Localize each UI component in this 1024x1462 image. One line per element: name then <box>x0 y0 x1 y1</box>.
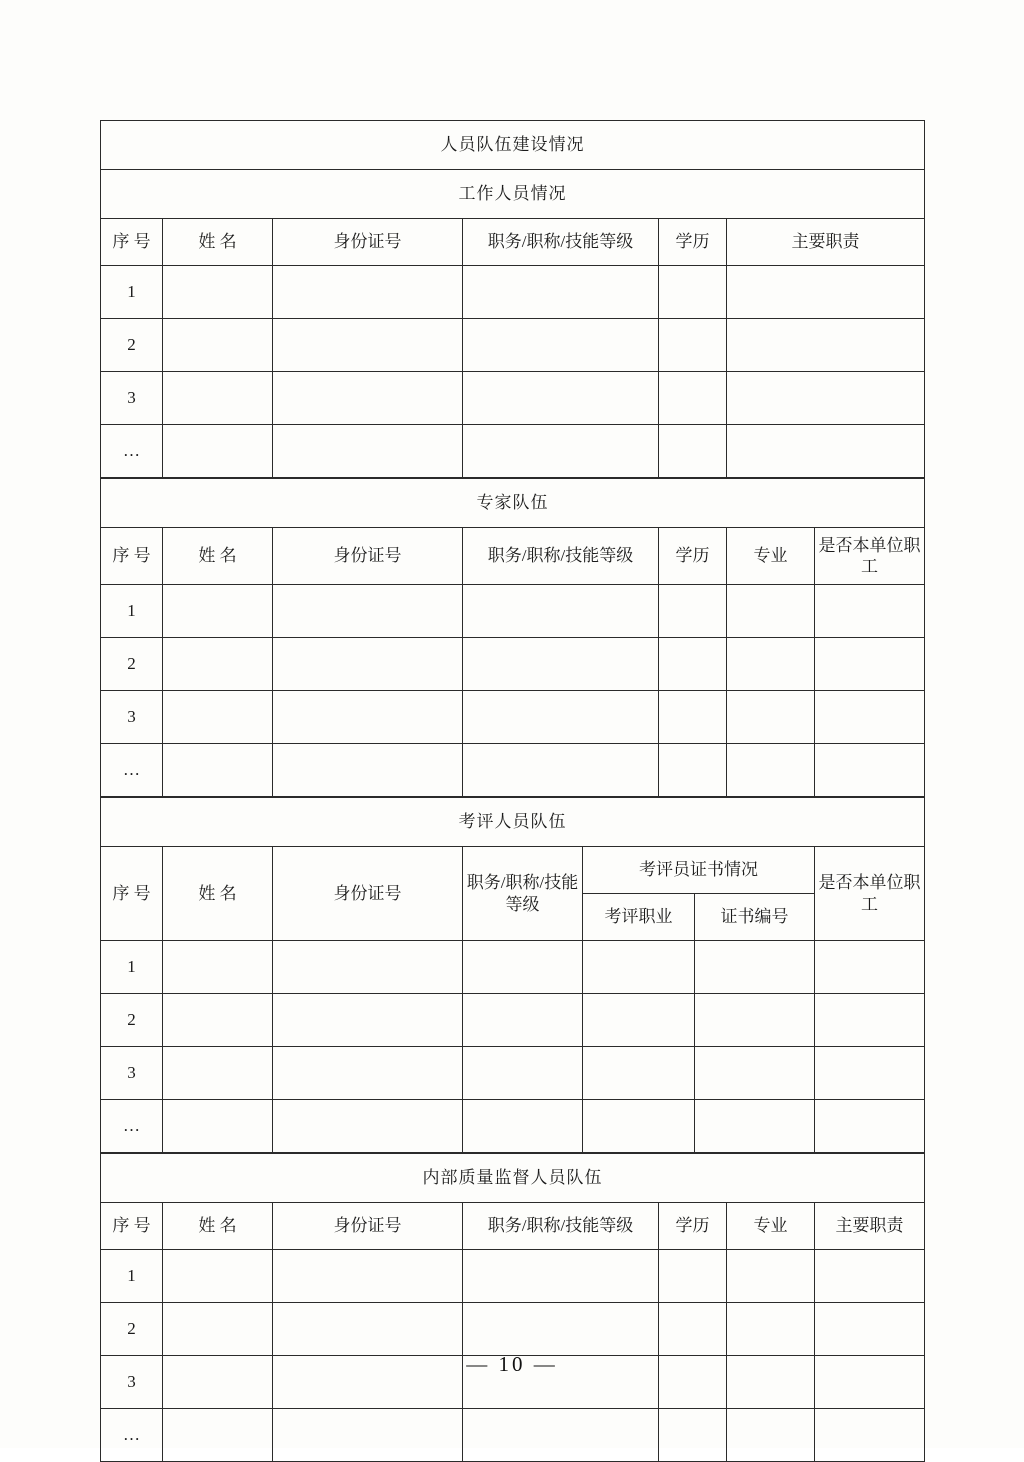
table-experts <box>100 478 925 797</box>
cell-position[interactable] <box>463 744 659 797</box>
col-name: 姓 名 <box>163 847 273 941</box>
cell-education[interactable] <box>659 744 727 797</box>
cell-major[interactable] <box>727 691 815 744</box>
row-index: 2 <box>101 1303 163 1356</box>
cell-name[interactable] <box>163 1100 273 1153</box>
cell-position[interactable] <box>463 1409 659 1462</box>
section-band-quality: 内部质量监督人员队伍 <box>101 1154 925 1203</box>
table-row <box>101 1303 925 1356</box>
cell-position[interactable] <box>463 266 659 319</box>
row-index: … <box>101 1409 163 1462</box>
col-major: 专业 <box>727 1203 815 1250</box>
cell-position[interactable] <box>463 425 659 478</box>
cell-certificate-number[interactable] <box>695 994 815 1047</box>
col-assess-occupation: 考评职业 <box>583 894 695 941</box>
cell-major[interactable] <box>727 1303 815 1356</box>
cell-id-number[interactable] <box>273 1303 463 1356</box>
table-row <box>101 425 925 478</box>
table-staff <box>100 120 925 478</box>
cell-duty[interactable] <box>727 266 925 319</box>
col-name: 姓 名 <box>163 219 273 266</box>
cell-certificate-number[interactable] <box>695 941 815 994</box>
cell-id-number[interactable] <box>273 1100 463 1153</box>
table-row <box>101 638 925 691</box>
cell-education[interactable] <box>659 1250 727 1303</box>
cell-duty[interactable] <box>815 1409 925 1462</box>
cell-education[interactable] <box>659 372 727 425</box>
cell-assess-occupation[interactable] <box>583 941 695 994</box>
cell-position[interactable] <box>463 319 659 372</box>
cell-education[interactable] <box>659 585 727 638</box>
cell-is-internal-staff[interactable] <box>815 638 925 691</box>
table-row <box>101 266 925 319</box>
col-position: 职务/职称/技能等级 <box>463 1203 659 1250</box>
cell-position[interactable] <box>463 941 583 994</box>
cell-is-internal-staff[interactable] <box>815 1100 925 1153</box>
section-band-row <box>101 479 925 528</box>
cell-major[interactable] <box>727 585 815 638</box>
form-sheet <box>100 120 924 1462</box>
cell-assess-occupation[interactable] <box>583 1047 695 1100</box>
cell-id-number[interactable] <box>273 266 463 319</box>
section-band-assessors: 考评人员队伍 <box>101 798 925 847</box>
row-index: 2 <box>101 638 163 691</box>
table-quality-supervisors <box>100 1153 925 1462</box>
cell-education[interactable] <box>659 1303 727 1356</box>
cell-id-number[interactable] <box>273 994 463 1047</box>
header-row <box>101 528 925 585</box>
table-row <box>101 1100 925 1153</box>
row-index: 3 <box>101 1047 163 1100</box>
cell-id-number[interactable] <box>273 1250 463 1303</box>
table-row <box>101 1047 925 1100</box>
col-index: 序 号 <box>101 1203 163 1250</box>
cell-name[interactable] <box>163 1409 273 1462</box>
row-index: 3 <box>101 372 163 425</box>
cell-is-internal-staff[interactable] <box>815 1047 925 1100</box>
cell-duty[interactable] <box>727 319 925 372</box>
col-is-internal-staff: 是否本单位职工 <box>815 847 925 941</box>
cell-name[interactable] <box>163 1250 273 1303</box>
cell-name[interactable] <box>163 691 273 744</box>
table-row <box>101 1409 925 1462</box>
cell-education[interactable] <box>659 638 727 691</box>
section-band-staff: 工作人员情况 <box>101 170 925 219</box>
cell-name[interactable] <box>163 319 273 372</box>
cell-position[interactable] <box>463 585 659 638</box>
cell-assess-occupation[interactable] <box>583 994 695 1047</box>
cell-position[interactable] <box>463 691 659 744</box>
col-major: 专业 <box>727 528 815 585</box>
cell-duty[interactable] <box>815 1250 925 1303</box>
col-position: 职务/职称/技能等级 <box>463 847 583 941</box>
cell-major[interactable] <box>727 1250 815 1303</box>
cell-id-number[interactable] <box>273 638 463 691</box>
cell-name[interactable] <box>163 266 273 319</box>
cell-education[interactable] <box>659 266 727 319</box>
cell-position[interactable] <box>463 1250 659 1303</box>
col-name: 姓 名 <box>163 1203 273 1250</box>
col-education: 学历 <box>659 528 727 585</box>
row-index: 3 <box>101 1356 163 1409</box>
cell-major[interactable] <box>727 744 815 797</box>
cell-is-internal-staff[interactable] <box>815 585 925 638</box>
col-index: 序 号 <box>101 219 163 266</box>
row-index: 1 <box>101 1250 163 1303</box>
col-duty: 主要职责 <box>815 1203 925 1250</box>
table-row <box>101 691 925 744</box>
row-index: 1 <box>101 941 163 994</box>
section-band-experts: 专家队伍 <box>101 479 925 528</box>
cell-position[interactable] <box>463 994 583 1047</box>
col-certificate-group: 考评员证书情况 <box>583 847 815 894</box>
table-row <box>101 585 925 638</box>
header-row <box>101 1203 925 1250</box>
cell-id-number[interactable] <box>273 744 463 797</box>
col-certificate-number: 证书编号 <box>695 894 815 941</box>
cell-id-number[interactable] <box>273 372 463 425</box>
col-education: 学历 <box>659 219 727 266</box>
cell-education[interactable] <box>659 425 727 478</box>
cell-education[interactable] <box>659 1409 727 1462</box>
cell-name[interactable] <box>163 941 273 994</box>
cell-position[interactable] <box>463 638 659 691</box>
col-name: 姓 名 <box>163 528 273 585</box>
cell-name[interactable] <box>163 744 273 797</box>
row-index: … <box>101 1100 163 1153</box>
cell-name[interactable] <box>163 638 273 691</box>
cell-name[interactable] <box>163 1303 273 1356</box>
col-id-number: 身份证号 <box>273 847 463 941</box>
col-id-number: 身份证号 <box>273 528 463 585</box>
cell-id-number[interactable] <box>273 691 463 744</box>
col-id-number: 身份证号 <box>273 219 463 266</box>
cell-name[interactable] <box>163 994 273 1047</box>
row-index: … <box>101 744 163 797</box>
table-row <box>101 994 925 1047</box>
row-index: 2 <box>101 319 163 372</box>
cell-duty[interactable] <box>727 372 925 425</box>
main-title-row <box>101 121 925 170</box>
page-title: 人员队伍建设情况 <box>101 121 925 170</box>
table-row <box>101 319 925 372</box>
cell-id-number[interactable] <box>273 585 463 638</box>
table-row <box>101 744 925 797</box>
cell-id-number[interactable] <box>273 319 463 372</box>
row-index: … <box>101 425 163 478</box>
col-duty: 主要职责 <box>727 219 925 266</box>
cell-position[interactable] <box>463 372 659 425</box>
cell-position[interactable] <box>463 1303 659 1356</box>
cell-is-internal-staff[interactable] <box>815 941 925 994</box>
cell-duty[interactable] <box>727 425 925 478</box>
cell-name[interactable] <box>163 585 273 638</box>
cell-education[interactable] <box>659 691 727 744</box>
cell-name[interactable] <box>163 425 273 478</box>
cell-education[interactable] <box>659 319 727 372</box>
cell-certificate-number[interactable] <box>695 1100 815 1153</box>
cell-certificate-number[interactable] <box>695 1047 815 1100</box>
row-index: 1 <box>101 266 163 319</box>
cell-is-internal-staff[interactable] <box>815 691 925 744</box>
page-number: — 10 — <box>466 1352 558 1376</box>
section-band-row <box>101 1154 925 1203</box>
header-row <box>101 219 925 266</box>
table-row <box>101 372 925 425</box>
cell-major[interactable] <box>727 1409 815 1462</box>
col-index: 序 号 <box>101 528 163 585</box>
table-row <box>101 1250 925 1303</box>
row-index: 3 <box>101 691 163 744</box>
cell-position[interactable] <box>463 1100 583 1153</box>
row-index: 1 <box>101 585 163 638</box>
section-band-row <box>101 170 925 219</box>
table-assessors <box>100 797 925 1153</box>
table-row <box>101 941 925 994</box>
col-education: 学历 <box>659 1203 727 1250</box>
cell-assess-occupation[interactable] <box>583 1100 695 1153</box>
cell-id-number[interactable] <box>273 425 463 478</box>
section-band-row <box>101 798 925 847</box>
cell-id-number[interactable] <box>273 1409 463 1462</box>
col-id-number: 身份证号 <box>273 1203 463 1250</box>
col-index: 序 号 <box>101 847 163 941</box>
cell-duty[interactable] <box>815 1303 925 1356</box>
cell-id-number[interactable] <box>273 941 463 994</box>
col-position: 职务/职称/技能等级 <box>463 528 659 585</box>
cell-is-internal-staff[interactable] <box>815 744 925 797</box>
cell-name[interactable] <box>163 372 273 425</box>
cell-position[interactable] <box>463 1047 583 1100</box>
col-position: 职务/职称/技能等级 <box>463 219 659 266</box>
cell-major[interactable] <box>727 638 815 691</box>
header-row-top <box>101 847 925 894</box>
row-index: 2 <box>101 994 163 1047</box>
cell-name[interactable] <box>163 1047 273 1100</box>
cell-is-internal-staff[interactable] <box>815 994 925 1047</box>
cell-id-number[interactable] <box>273 1047 463 1100</box>
col-is-internal-staff: 是否本单位职工 <box>815 528 925 585</box>
